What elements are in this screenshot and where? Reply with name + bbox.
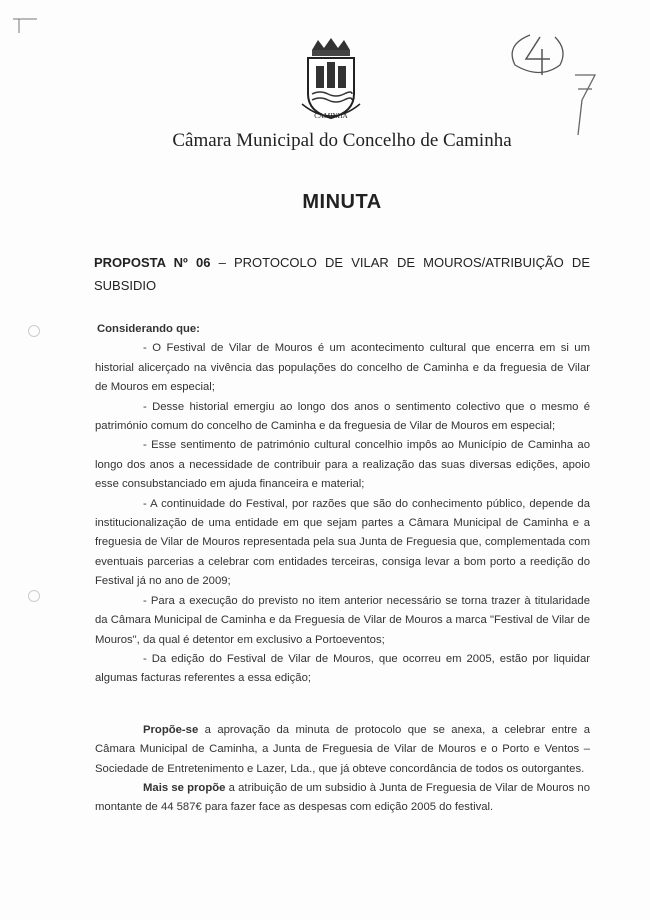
punch-hole [28,590,40,602]
handwritten-annotation [500,25,610,145]
resolution-lead: Mais se propõe [143,781,226,794]
punch-hole [28,325,40,337]
resolution-lead: Propõe-se [143,723,199,736]
considering-item: - Para a execução do previsto no item anterior necessário se torna trazer à titularidade da Câmara Municipal de Caminha e da Freguesia de Vilar de Mouros a marca "Festival de Vilar de Mouros", da qual é detentor em exclusivo a Portoeventos; [95,594,590,646]
institution-name: Câmara Municipal do Concelho de Caminha [172,130,512,151]
resolution-paragraph [95,721,590,779]
document-body [95,320,590,818]
considering-item: - O Festival de Vilar de Mouros é um acontecimento cultural que encerra em si um historial alicerçado na vivência das populações do concelho de Caminha e da freguesia de Vilar de Mouros em especial; [95,342,590,394]
crest-label: CAMINHA [314,112,348,120]
resolution-text: a aprovação da minuta de protocolo que se anexa, a celebrar entre a Câmara Municipal de Caminha, a Junta de Freguesia de Vilar de Mouros e o Porto e Ventos – Sociedade de Entretenimento e Lazer, Lda., que já obteve concordância de todos os outorgantes. [95,723,590,775]
proposal-number: PROPOSTA Nº 06 [94,255,211,270]
considering-item: - Esse sentimento de património cultural concelhio impôs ao Município de Caminha ao longo dos anos a necessidade de contribuir para a realização das suas diversas edições, apoio esse consubstanciado em ajuda financeira e material; [95,439,590,491]
resolution-text: a atribuição de um subsidio à Junta de Freguesia de Vilar de Mouros no montante de 44 587€ para fazer face as despesas com edição 2005 do festival. [95,781,590,814]
considering-item: - Desse historial emergiu ao longo dos anos o sentimento colectivo que o mesmo é património comum do concelho de Caminha e da freguesia de Vilar de Mouros em especial; [95,400,590,433]
proposal-heading [94,251,590,297]
considering-heading: Considerando que: [97,323,200,335]
document-title: MINUTA [302,191,382,213]
considering-item: - Da edição do Festival de Vilar de Mouros, que ocorreu em 2005, estão por liquidar algumas facturas referentes a essa edição; [95,652,590,685]
scan-mark [5,15,45,35]
resolution-paragraph [95,779,590,818]
proposal-subject: – PROTOCOLO DE VILAR DE MOUROS/ATRIBUIÇÃO DE SUBSIDIO [94,255,590,293]
municipal-crest-logo [298,38,364,124]
considering-item: - A continuidade do Festival, por razões que são do conhecimento público, depende da institucionalização de uma entidade em que sejam partes a Câmara Municipal de Caminha e a freguesia de Vilar de Mouros representada pela sua Junta de Freguesia que, complementada com eventuais parcerias a celebrar com entidades terceiras, consiga levar a bom porto a reedição do Festival já no ano de 2009; [95,497,590,588]
